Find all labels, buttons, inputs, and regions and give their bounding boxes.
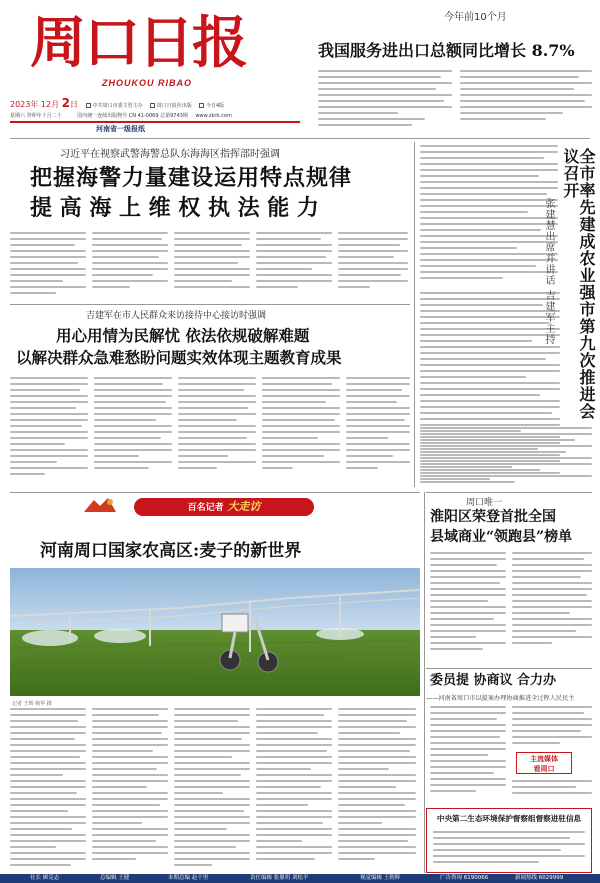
- badge-line1: 主流媒体: [530, 755, 558, 763]
- petition-headline-2: 以解决群众急难愁盼问题实效体现主题教育成果: [16, 348, 342, 367]
- feature-top-divider: [10, 492, 420, 493]
- xi-divider: [10, 304, 410, 305]
- huaiyang-kicker: 周口唯一: [466, 498, 503, 508]
- feature-body-col4: [256, 708, 332, 873]
- cppcc-top-rule: [426, 668, 592, 669]
- petition-body-col4: [262, 377, 340, 487]
- feature-body-col5: [338, 708, 416, 873]
- xi-body-col5: [338, 232, 408, 300]
- footer-item: 社长 顾克志: [30, 875, 60, 881]
- right-lower-divider: [424, 492, 425, 873]
- huaiyang-body-1: [430, 552, 506, 664]
- petition-subhead: 吉建军在市人民群众来访接待中心接访时强调: [86, 311, 267, 321]
- feature-body-col3: [174, 708, 250, 873]
- xi-headline-1: 把握海警力量建设运用特点规律: [30, 165, 353, 191]
- right-lead-subhead: 张建慧出席并讲话 吉建军主持: [543, 198, 554, 346]
- xi-body-col2: [92, 232, 168, 300]
- publisher2: 周口日报社出版: [156, 103, 192, 109]
- irrigation-photo-svg: [10, 568, 420, 696]
- lunar-date: 癸卯年十月二十: [26, 113, 62, 119]
- cppcc-subhead: ——河南省周口市以提案办理协商推进全过程人民民主: [426, 695, 575, 702]
- website: www.zkrb.com: [195, 113, 232, 119]
- footer-item: 总编辑 王健: [100, 875, 130, 881]
- huaiyang-headline-2: 县域商业“领跑县”榜单: [430, 529, 573, 545]
- feature-photo-caption: 记者 王辉 杨华 摄: [12, 701, 52, 707]
- xi-body-col3: [174, 232, 250, 300]
- top-story-body-right: [460, 70, 592, 130]
- main-media-badge: [516, 752, 572, 774]
- petition-body-col2: [94, 377, 172, 487]
- feature-headline: 河南周口国家农高区:麦子的新世界: [40, 541, 302, 561]
- badge-line2: 看周口: [533, 765, 555, 773]
- date-year: 2023: [10, 100, 31, 109]
- footer-item: 新闻热线 6029999: [515, 875, 564, 881]
- footer-item: 视觉编辑 王朝辉: [360, 875, 401, 881]
- masthead-publisher-row: [86, 102, 224, 109]
- feature-photo: [10, 568, 420, 696]
- right-column-divider: [414, 142, 415, 487]
- cppcc-headline: 委员提 协商议 合力办: [430, 673, 557, 688]
- publisher: 中共周口市委主管主办: [92, 103, 143, 109]
- huaiyang-body-2: [512, 552, 592, 664]
- inspection-body: [433, 831, 585, 871]
- inspection-box: [426, 808, 592, 873]
- masthead-date: [10, 96, 78, 110]
- date-month-unit: 月: [51, 100, 60, 109]
- top-divider: [10, 138, 590, 139]
- cppcc-body-3: [512, 780, 592, 802]
- date-month: 12: [40, 100, 52, 109]
- masthead-pinyin: ZHOUKOU RIBAO: [102, 78, 192, 88]
- right-lead-body-1: [420, 145, 558, 285]
- petition-body-col3: [178, 377, 256, 487]
- inspection-headline: 中央第二生态环境保护督察组督察进驻信息: [436, 814, 582, 823]
- xi-headline-2: 提 高 海 上 维 权 执 法 能 力: [30, 195, 319, 221]
- petition-headline-1: 用心用情为民解忧 依法依规破解难题: [56, 326, 310, 345]
- feature-body-col1: [10, 708, 86, 873]
- top-story-body-left: [318, 70, 452, 130]
- feature-body-col2: [92, 708, 168, 873]
- serial-number: 国内统一连续出版物号 CN 41-0069 总第9743期: [77, 113, 188, 119]
- top-story-kicker: 今年前10个月: [444, 12, 507, 23]
- date-day-unit: 日: [70, 100, 78, 109]
- grade-label: 河南省一级报纸: [96, 125, 145, 133]
- right-lead-body-3: [420, 427, 592, 487]
- date-year-unit: 年: [30, 100, 39, 109]
- petition-body-col5: [346, 377, 410, 487]
- banner-title: 大走访: [227, 500, 261, 513]
- feature-banner-pill: [134, 498, 314, 516]
- xi-body-col4: [256, 232, 332, 300]
- masthead-serial-row: [10, 112, 232, 119]
- publisher-box: [86, 103, 91, 108]
- xi-subhead: 习近平在视察武警海警总队东海海区指挥部时强调: [60, 149, 280, 160]
- date-day: 2: [61, 96, 70, 110]
- top-story-headline: 我国服务进出口总额同比增长 8.7%: [318, 41, 575, 60]
- xi-body-col1: [10, 232, 86, 300]
- banner-kicker: 百名记者: [187, 503, 224, 513]
- petition-body-col1: [10, 377, 88, 487]
- footer-item: 本期总编 赵千里: [168, 875, 209, 881]
- cppcc-body-2: [512, 706, 592, 748]
- footer-bar: [0, 874, 600, 883]
- hand-icon: [80, 496, 120, 516]
- masthead-logo: 周口日报: [30, 10, 246, 76]
- weekday: 星期六: [10, 113, 26, 119]
- masthead-rule: [10, 121, 300, 123]
- right-lower-top-rule: [426, 492, 592, 493]
- feature-banner: [10, 496, 420, 518]
- right-lead-headline: 全市率先建成农业强市第九次推进会议召开: [561, 148, 596, 420]
- footer-item: 责任编辑 张鼎玥 刘松平: [250, 875, 309, 881]
- footer-item: 广告咨询 6190066: [440, 875, 489, 881]
- page-count: 今日4版: [206, 103, 225, 109]
- huaiyang-headline-1: 淮阳区荣登首批全国: [430, 509, 556, 525]
- cppcc-body-1: [430, 706, 506, 801]
